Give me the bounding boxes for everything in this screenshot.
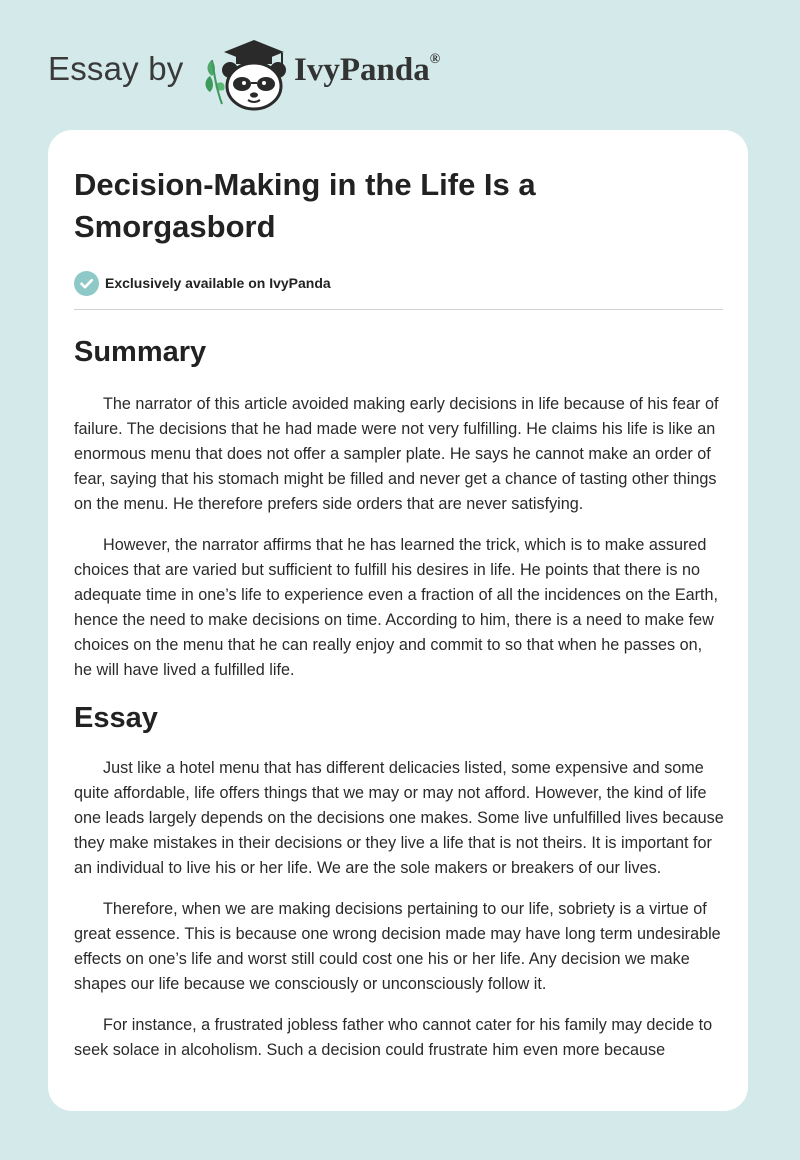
registered-mark: ® bbox=[429, 52, 441, 67]
site-header bbox=[48, 36, 488, 112]
essay-title: Decision-Making in the Life Is a Smorgasbord bbox=[74, 167, 536, 244]
essay-paragraph: Therefore, when we are making decisions pertaining to our life, sobriety is a virtue of great essence. This is because one wrong decision made may have long term undesirable effects on one’s life and worst still could cost one his or her life. Any decision we make shapes our life because we consciously or unconsciously follow it. bbox=[74, 900, 721, 993]
essay-paragraph: For instance, a frustrated jobless father who cannot cater for his family may decide to seek solace in alcoholism. Such a decision could frustrate him even more because bbox=[74, 1016, 713, 1059]
section-heading-summary: Summary bbox=[74, 336, 207, 368]
exclusive-badge bbox=[74, 270, 724, 296]
divider bbox=[74, 309, 723, 310]
check-circle-icon bbox=[74, 271, 99, 296]
exclusive-badge-label: Exclusively available on IvyPanda bbox=[105, 275, 331, 291]
summary-paragraph: The narrator of this article avoided making early decisions in life because of his fear of failure. The decisions that he had made were not very fulfilling. He claims his life is like an enormous menu that does not offer a sampler plate. He says he cannot make an order of fear, saying that his stomach might be filled and never get a chance of tasting other things on the menu. He therefore prefers side orders that are never satisfying. bbox=[74, 395, 719, 513]
section-heading-essay: Essay bbox=[74, 702, 158, 734]
panda-graduate-icon bbox=[202, 36, 292, 112]
essay-card bbox=[48, 130, 748, 1111]
summary-paragraph: However, the narrator affirms that he has learned the trick, which is to make assured choices that are varied but sufficient to fulfill his desires in life. He points that there is no adequate time in one’s life to experience even a fraction of all the incidences on the Earth, hence the need to make decisions on time. According to him, there is a need to make few choices on the menu that he can really enjoy and commit to so that when he passes on, he will have lived a fulfilled life. bbox=[74, 536, 719, 679]
essay-content bbox=[74, 164, 724, 1063]
ivypanda-logo[interactable] bbox=[202, 36, 292, 112]
essay-paragraph: Just like a hotel menu that has different delicacies listed, some expensive and some quite affordable, life offers things that we may or may not afford. However, the kind of life one leads largely depends on the decisions one makes. Some live unfulfilled lives because they make mistakes in their decisions or they live a life that is not theirs. It is important for an individual to live his or her life. We are the sole makers or breakers of our lives. bbox=[74, 759, 724, 877]
ivy-leaf-icon bbox=[206, 76, 214, 92]
brand-name[interactable]: IvyPanda® bbox=[294, 52, 441, 88]
essay-by-label: Essay by bbox=[48, 50, 184, 87]
